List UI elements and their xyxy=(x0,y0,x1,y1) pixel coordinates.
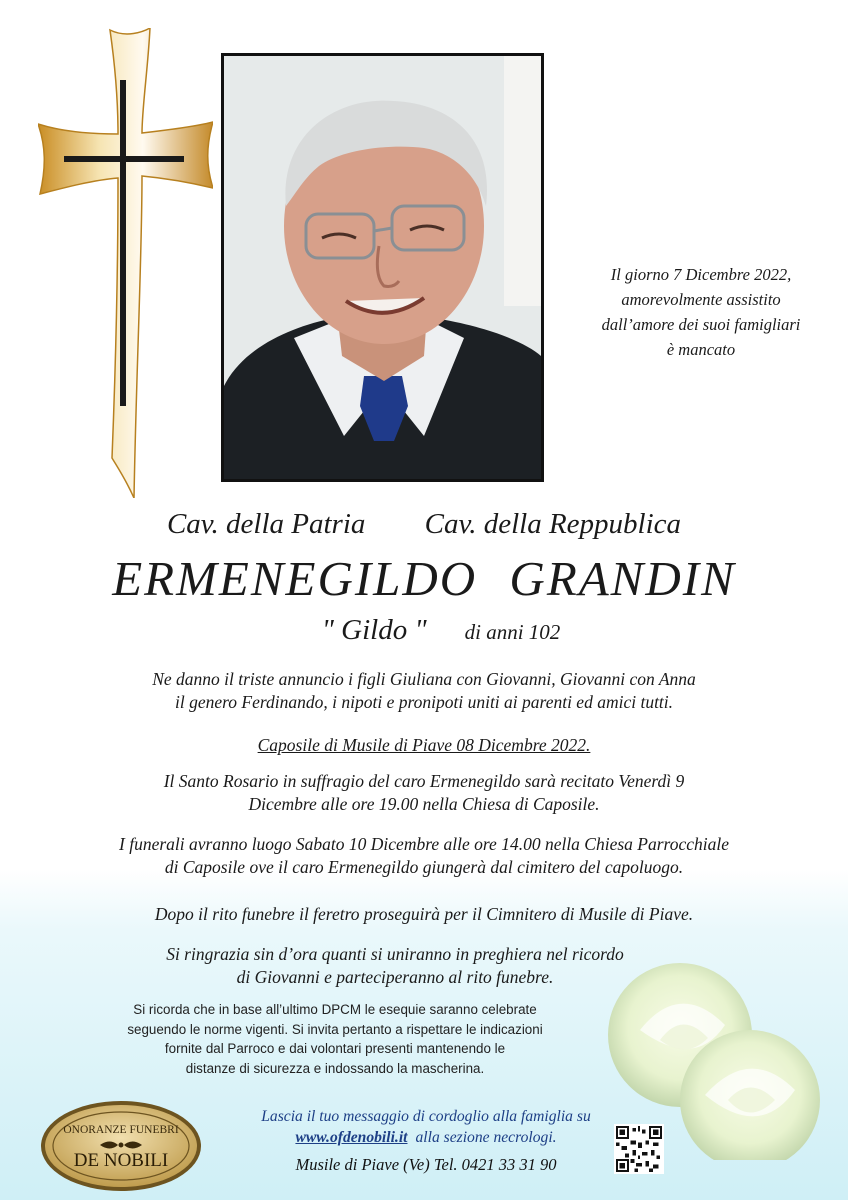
nickname: " Gildo " xyxy=(321,614,427,646)
portrait-photo xyxy=(221,53,544,482)
announcement-line: il genero Ferdinando, i nipoti e pronipoti uniti ai parenti ed amici tutti. xyxy=(174,692,674,712)
death-intro-text xyxy=(570,262,832,362)
place-date: Caposile di Musile di Piave 08 Dicembre 2022. xyxy=(257,735,591,755)
condolence-block xyxy=(216,1106,636,1148)
intro-line: amorevolmente assistito xyxy=(621,290,781,309)
cross-icon xyxy=(38,28,213,498)
condolence-line: Lascia il tuo messaggio di cordoglio alla famiglia su xyxy=(261,1108,591,1125)
deceased-name: ERMENEGILDO GRANDIN xyxy=(112,551,736,606)
rosary-line: Dicembre alle ore 19.00 nella Chiesa di Caposile. xyxy=(248,794,600,814)
honors-line xyxy=(0,508,848,541)
announcement-line: Ne danno il triste annuncio i figli Giuliana con Giovanni, Giovanni con Anna xyxy=(152,669,696,689)
funeral-paragraph xyxy=(40,833,808,879)
funeral-line: di Caposile ove il caro Ermenegildo giungerà dal cimitero del capoluogo. xyxy=(164,857,684,877)
thanks-line: di Giovanni e parteciperanno al rito funebre. xyxy=(236,967,554,987)
rosary-paragraph xyxy=(40,770,808,816)
intro-line: Il giorno 7 Dicembre 2022, xyxy=(610,265,792,284)
notice-line: distanze di sicurezza e indossando la mascherina. xyxy=(185,1060,485,1076)
funeral-home-logo xyxy=(40,1100,202,1192)
condolence-rest: alla sezione necrologi. xyxy=(415,1129,557,1146)
covid-notice xyxy=(70,1000,600,1078)
logo-name-text: DE NOBILI xyxy=(73,1150,169,1171)
notice-line: Si ricorda che in base all’ultimo DPCM le esequie saranno celebrate xyxy=(133,1002,537,1017)
nickname-age-line xyxy=(0,614,848,647)
funeral-line: I funerali avranno luogo Sabato 10 Dicembre alle ore 14.00 nella Chiesa Parrocchiale xyxy=(119,834,729,854)
qr-code[interactable] xyxy=(614,1124,664,1174)
honor-right: Cav. della Reppublica xyxy=(424,508,682,540)
honor-left: Cav. della Patria xyxy=(166,508,366,540)
thanks-line: Si ringrazia sin d’ora quanti si uniranno in preghiera nel ricordo xyxy=(166,944,624,964)
intro-line: è mancato xyxy=(666,340,736,359)
announcement-paragraph xyxy=(40,668,808,714)
age: di anni 102 xyxy=(464,620,561,644)
burial-text: Dopo il rito funebre il feretro proseguirà per il Cimnitero di Musile di Piave. xyxy=(154,904,694,924)
portrait-illustration xyxy=(224,56,541,479)
logo-ornament-icon xyxy=(100,1142,142,1149)
notice-line: fornite dal Parroco e dai volontari presenti mantenendo le xyxy=(164,1041,506,1056)
website-link[interactable]: www.ofdenobili.it xyxy=(295,1129,408,1146)
condolence-line-2 xyxy=(216,1127,636,1148)
contact-line: Musile di Piave (Ve) Tel. 0421 33 31 90 xyxy=(295,1155,557,1174)
notice-line: seguendo le norme vigenti. Si invita pertanto a rispettare le indicazioni xyxy=(127,1021,543,1037)
rosary-line: Il Santo Rosario in suffragio del caro Ermenegildo sarà recitato Venerdì 9 xyxy=(163,771,685,791)
intro-line: dall’amore dei suoi famigliari xyxy=(601,315,801,334)
logo-top-text: ONORANZE FUNEBRI xyxy=(63,1124,179,1136)
